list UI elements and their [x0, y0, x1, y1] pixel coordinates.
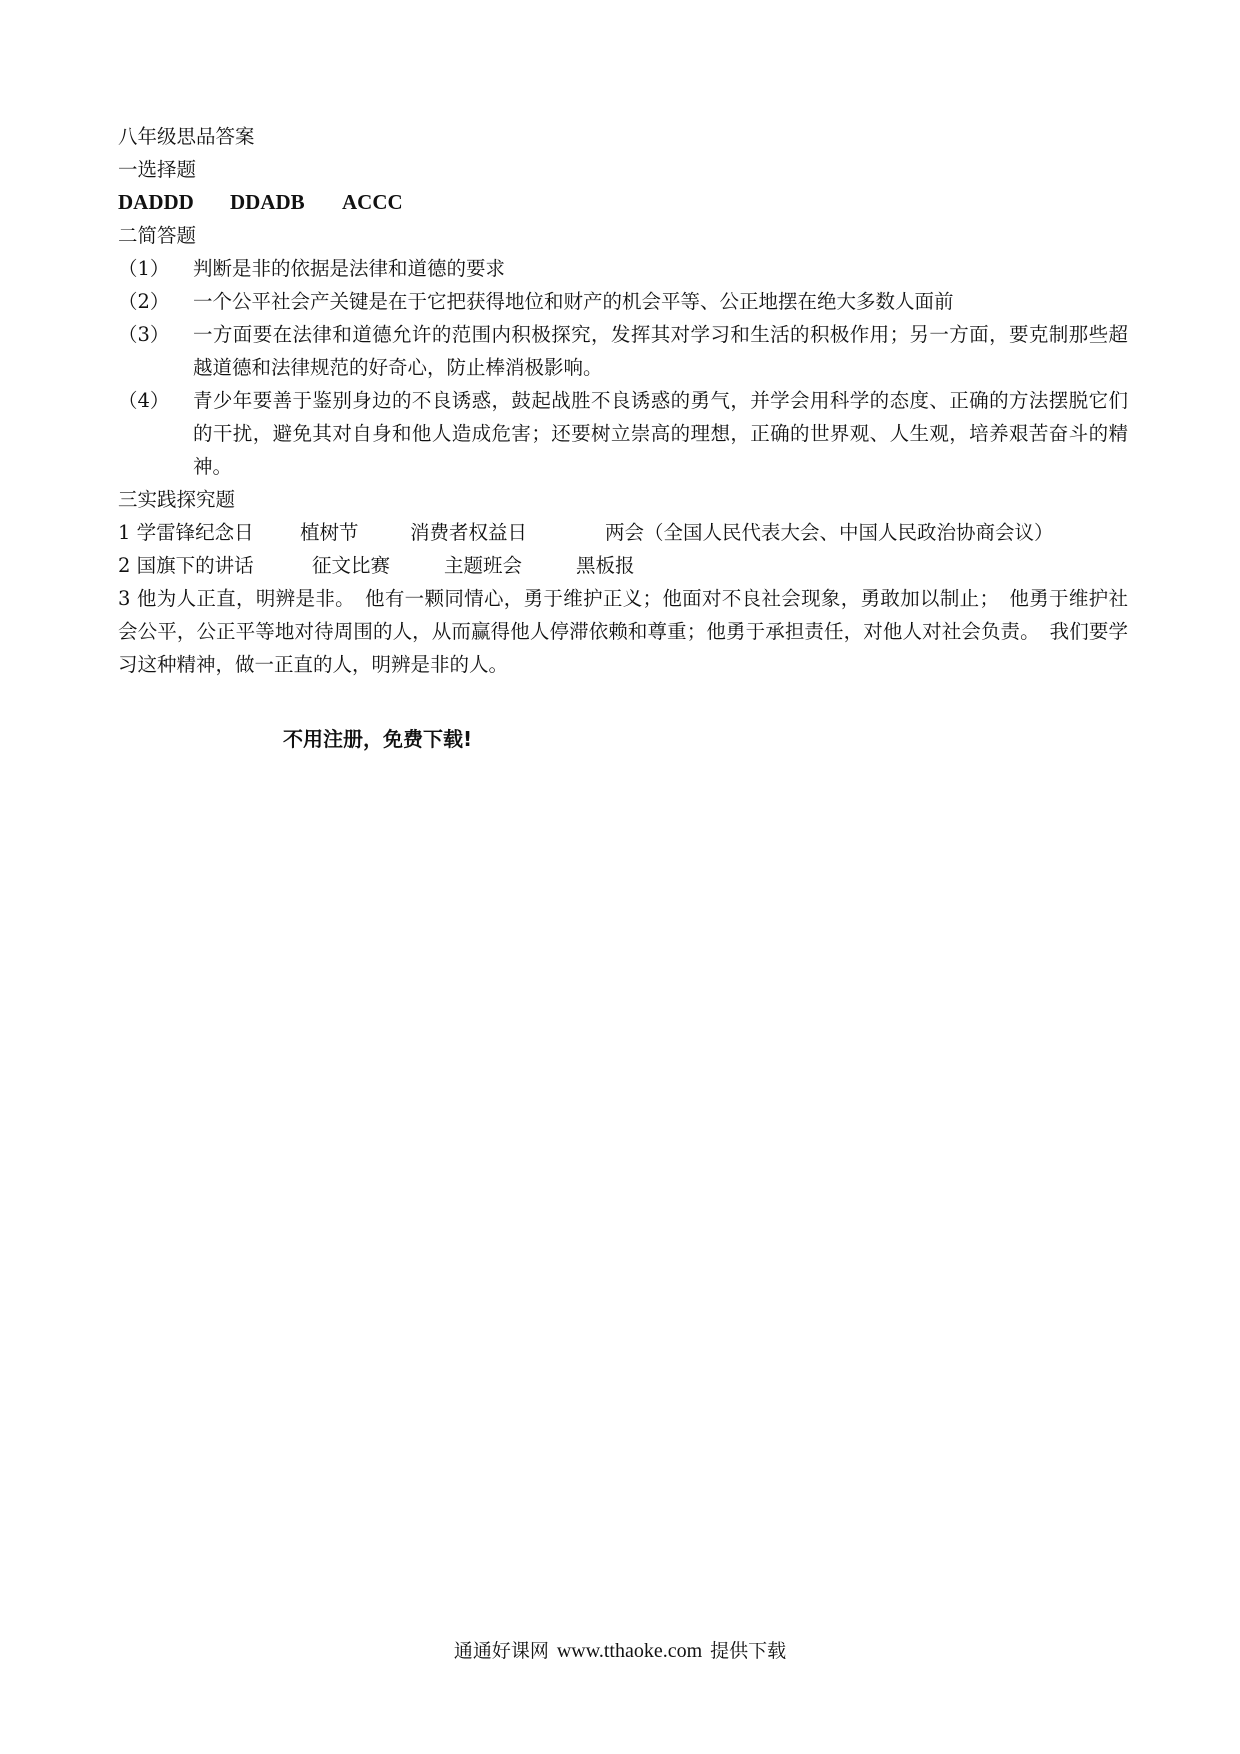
answer-group-3: ACCC: [342, 190, 403, 214]
short-answer-item: [118, 252, 1128, 285]
practice-1-item: 1 学雷锋纪念日: [118, 521, 254, 544]
practice-answer-1: [118, 516, 1128, 549]
item-text: 一方面要在法律和道德允许的范围内积极探究，发挥其对学习和生活的积极作用；另一方面，要克制那些超越道德和法律规范的好奇心，防止棒消极影响。: [193, 323, 1128, 379]
short-answer-item: [118, 384, 1128, 483]
section3-heading: 三实践探究题: [118, 488, 236, 511]
item-number: （4）: [118, 389, 170, 412]
page-footer: [0, 1635, 1240, 1668]
practice-2-item: 黑板报: [576, 554, 635, 577]
item-number: （2）: [118, 290, 170, 313]
footer-site-name: 通通好课网: [453, 1640, 549, 1662]
item-text: 青少年要善于鉴别身边的不良诱惑，鼓起战胜不良诱惑的勇气，并学会用科学的态度、正确的方法摆脱它们的干扰，避免其对自身和他人造成危害；还要树立崇高的理想，正确的世界观、人生观，培养艰苦奋斗的精神。: [193, 389, 1128, 478]
promo-text: 不用注册，免费下载!: [283, 727, 473, 751]
practice-2-item: 征文比赛: [312, 554, 391, 577]
document-content: [118, 120, 1128, 681]
practice-1-item: 两会（全国人民代表大会、中国人民政治协商会议）: [605, 521, 1054, 544]
item-text: 一个公平社会产关键是在于它把获得地位和财产的机会平等、公正地摆在绝大多数人面前: [193, 290, 954, 313]
footer-url: www.tthaoke.com: [556, 1640, 703, 1662]
practice-answer-3: 3 他为人正直，明辨是非。 他有一颗同情心，勇于维护正义；他面对不良社会现象，勇敢加以制止； 他勇于维护社会公平，公正平等地对待周围的人，从而赢得他人停滞依赖和尊重；他勇于承担责任，对他人对社会负责。 我们要学习这种精神，做一正直的人，明辨是非的人。: [118, 587, 1128, 676]
section2-heading: 二简答题: [118, 224, 197, 247]
practice-answer-2: [118, 549, 1128, 582]
practice-1-item: 植树节: [300, 521, 359, 544]
practice-2-item: 2 国旗下的讲话: [118, 554, 254, 577]
practice-2-item: 主题班会: [444, 554, 523, 577]
practice-1-item: 消费者权益日: [410, 521, 528, 544]
footer-suffix: 提供下载: [710, 1640, 787, 1662]
item-text: 判断是非的依据是法律和道德的要求: [193, 257, 506, 280]
item-number: （1）: [118, 257, 170, 280]
short-answer-item: [118, 318, 1128, 384]
section1-heading: 一选择题: [118, 158, 197, 181]
item-number: （3）: [118, 323, 170, 346]
answer-group-2: DDADB: [230, 190, 305, 214]
short-answer-item: [118, 285, 1128, 318]
choice-answers: [118, 186, 1128, 219]
document-title: 八年级思品答案: [118, 125, 255, 148]
answer-group-1: DADDD: [118, 190, 194, 214]
